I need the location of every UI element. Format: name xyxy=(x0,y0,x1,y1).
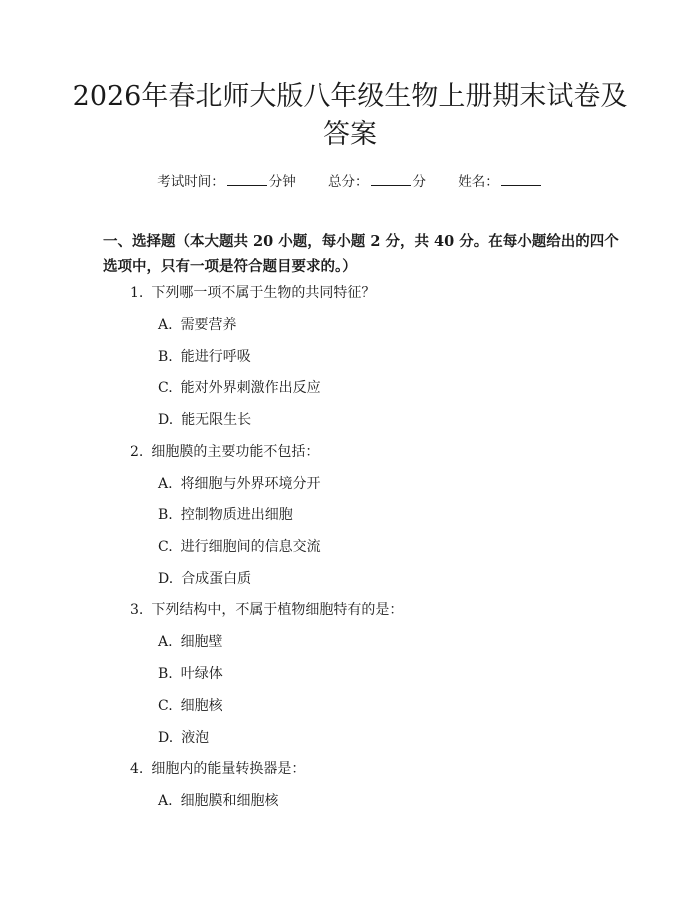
option-text: 将细胞与外界环境分开 xyxy=(180,476,321,492)
exam-time-field xyxy=(157,170,296,190)
student-name-label: 姓名： xyxy=(458,174,499,190)
option-text: 叶绿体 xyxy=(180,666,223,682)
question-3-option-b xyxy=(158,663,223,683)
question-1-option-b xyxy=(158,346,251,366)
student-name-field xyxy=(458,170,543,190)
option-text: 需要营养 xyxy=(180,317,237,333)
question-text: 下列结构中，不属于植物细胞特有的是： xyxy=(151,602,404,618)
option-text: 进行细胞间的信息交流 xyxy=(180,539,321,555)
student-name-blank xyxy=(501,173,541,186)
question-2-option-b xyxy=(158,504,293,524)
option-text: 细胞核 xyxy=(180,698,223,714)
option-text: 细胞膜和细胞核 xyxy=(180,793,279,809)
question-text: 细胞膜的主要功能不包括： xyxy=(151,444,320,460)
page-title: 2026年春北师大版八年级生物上册期末试卷及答案 xyxy=(72,81,628,150)
question-3 xyxy=(130,599,403,619)
section-heading: 一、选择题（本大题共 20 小题，每小题 2 分，共 40 分。在每小题给出的四个选项中，只有一项是符合题目要求的。） xyxy=(103,233,619,275)
option-text: 液泡 xyxy=(181,730,210,746)
question-text: 细胞内的能量转换器是： xyxy=(151,761,306,777)
question-2-option-a xyxy=(158,473,321,493)
option-text: 细胞壁 xyxy=(180,634,223,650)
option-letter: A. xyxy=(158,634,173,650)
option-letter: A. xyxy=(158,317,173,333)
option-text: 能无限生长 xyxy=(181,412,252,428)
question-1-option-a xyxy=(158,314,237,334)
question-number: 2. xyxy=(130,444,144,460)
option-letter: B. xyxy=(158,349,173,365)
total-score-field xyxy=(328,170,426,190)
option-letter: B. xyxy=(158,507,173,523)
option-letter: C. xyxy=(158,380,173,396)
question-3-option-c xyxy=(158,695,223,715)
total-score-unit: 分 xyxy=(412,174,426,190)
question-number: 4. xyxy=(130,761,144,777)
option-letter: D. xyxy=(158,571,174,587)
question-2 xyxy=(130,441,319,461)
exam-meta-line xyxy=(0,170,700,190)
question-1-option-d xyxy=(158,409,251,429)
option-letter: D. xyxy=(158,412,174,428)
total-score-label: 总分： xyxy=(328,174,369,190)
option-text: 合成蛋白质 xyxy=(181,571,252,587)
exam-time-blank xyxy=(227,173,267,186)
total-score-blank xyxy=(371,173,411,186)
question-3-option-d xyxy=(158,727,209,747)
option-text: 控制物质进出细胞 xyxy=(180,507,293,523)
question-number: 3. xyxy=(130,602,144,618)
exam-time-unit: 分钟 xyxy=(268,174,296,190)
question-2-option-d xyxy=(158,568,251,588)
option-text: 能进行呼吸 xyxy=(180,349,251,365)
exam-time-label: 考试时间： xyxy=(157,174,225,190)
option-letter: B. xyxy=(158,666,173,682)
question-1 xyxy=(130,282,375,302)
option-letter: A. xyxy=(158,476,173,492)
option-letter: C. xyxy=(158,698,173,714)
option-letter: A. xyxy=(158,793,173,809)
option-letter: C. xyxy=(158,539,173,555)
question-3-option-a xyxy=(158,631,223,651)
question-number: 1. xyxy=(130,285,144,301)
option-letter: D. xyxy=(158,730,174,746)
question-text: 下列哪一项不属于生物的共同特征？ xyxy=(151,285,376,301)
question-4-option-a xyxy=(158,790,279,810)
question-4 xyxy=(130,758,305,778)
question-2-option-c xyxy=(158,536,321,556)
question-1-option-c xyxy=(158,377,321,397)
option-text: 能对外界刺激作出反应 xyxy=(180,380,321,396)
